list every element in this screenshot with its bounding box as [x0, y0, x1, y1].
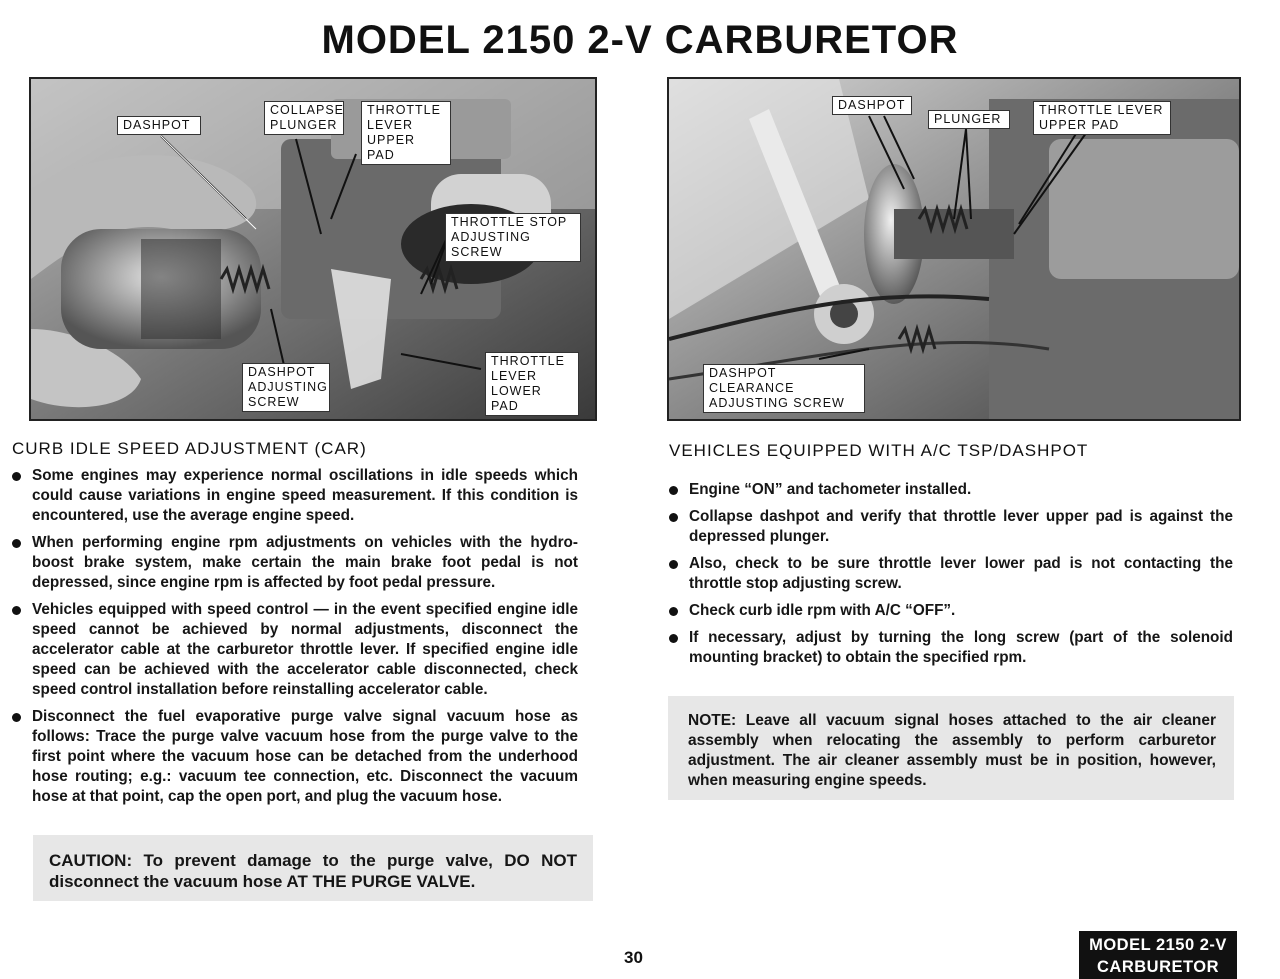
- right-callout-dashpot-clearance-adjusting-screw: DASHPOT CLEARANCE ADJUSTING SCREW: [703, 364, 865, 413]
- caution-box: CAUTION: To prevent damage to the purge valve, DO NOT disconnect the vacuum hose AT THE PURGE VALVE.: [33, 835, 593, 901]
- left-callout-throttle-lever-lower-pad: THROTTLE LEVER LOWER PAD: [485, 352, 579, 416]
- left-bullet-list: [10, 466, 578, 814]
- footer-section-badge: MODEL 2150 2-V CARBURETOR: [1079, 931, 1237, 979]
- page-number: 30: [624, 948, 643, 967]
- left-carburetor-photo: [29, 77, 597, 421]
- list-item: Collapse dashpot and verify that throttle lever upper pad is against the depressed plunger.: [667, 507, 1233, 547]
- list-item: Some engines may experience normal oscillations in idle speeds which could cause variations in engine speed measurement. If this condition is encountered, use the average engine speed.: [10, 466, 578, 526]
- list-item: When performing engine rpm adjustments on vehicles with the hydro-boost brake system, make certain the main brake foot pedal is not depressed, since engine rpm is affected by foot pedal pressure.: [10, 533, 578, 593]
- right-callout-plunger: PLUNGER: [928, 110, 1010, 129]
- list-item: Also, check to be sure throttle lever lower pad is not contacting the throttle stop adjusting screw.: [667, 554, 1233, 594]
- list-item: Disconnect the fuel evaporative purge valve signal vacuum hose as follows: Trace the purge valve vacuum hose from the purge valve to the first point where the vacuum hose can be detached from the underhood hose routing; e.g.: vacuum tee connection, etc. Disconnect the vacuum hose at that point, cap the open port, and plug the vacuum hose.: [10, 707, 578, 807]
- right-bullet-list: [667, 480, 1233, 675]
- list-item: Engine “ON” and tachometer installed.: [667, 480, 1233, 500]
- right-callout-throttle-lever-upper-pad: THROTTLE LEVER UPPER PAD: [1033, 101, 1171, 135]
- right-callout-dashpot: DASHPOT: [832, 96, 912, 115]
- left-callout-dashpot-adjusting-screw: DASHPOT ADJUSTING SCREW: [242, 363, 330, 412]
- note-box: NOTE: Leave all vacuum signal hoses attached to the air cleaner assembly when relocating the assembly to perform carburetor adjustment. The air cleaner assembly must be in position, however, when measuring engine speeds.: [668, 696, 1234, 800]
- right-section-heading: VEHICLES EQUIPPED WITH A/C TSP/DASHPOT: [669, 441, 1089, 460]
- list-item: Vehicles equipped with speed control — in the event specified engine idle speed cannot be achieved by normal adjustments, disconnect the accelerator cable at the carburetor throttle lever. If specified engine idle speed can be achieved with the accelerator cable disconnected, check speed control installation before reinstalling accelerator cable.: [10, 600, 578, 700]
- list-item: Check curb idle rpm with A/C “OFF”.: [667, 601, 1233, 621]
- left-callout-throttle-stop-adjusting-screw: THROTTLE STOP ADJUSTING SCREW: [445, 213, 581, 262]
- page-title: MODEL 2150 2-V CARBURETOR: [321, 18, 959, 62]
- list-item: If necessary, adjust by turning the long screw (part of the solenoid mounting bracket) to obtain the specified rpm.: [667, 628, 1233, 668]
- left-callout-collapse-plunger: COLLAPSE PLUNGER: [264, 101, 344, 135]
- left-section-heading: CURB IDLE SPEED ADJUSTMENT (CAR): [12, 439, 367, 458]
- left-callout-throttle-lever-upper-pad: THROTTLE LEVER UPPER PAD: [361, 101, 451, 165]
- left-callout-dashpot: DASHPOT: [117, 116, 201, 135]
- right-carburetor-photo: [667, 77, 1241, 421]
